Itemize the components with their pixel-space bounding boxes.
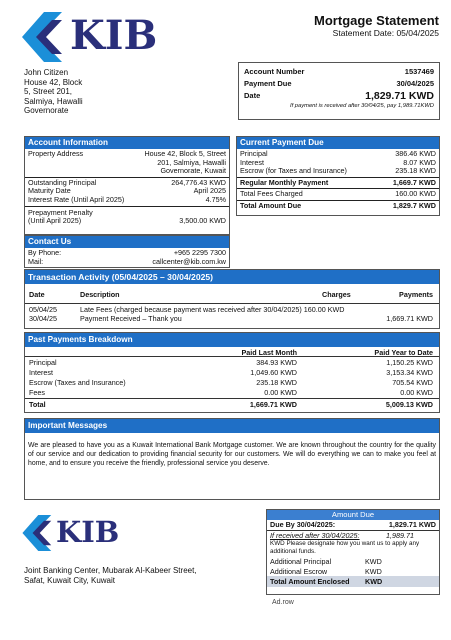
account-value: 1537469 (404, 67, 434, 76)
add-escrow-input[interactable] (407, 567, 437, 575)
cp-interest-value: 8.07 KWD (403, 157, 436, 167)
contact-section (24, 235, 230, 268)
pp-ytd: 1,150.25 KWD (386, 358, 433, 367)
col-payments: Payments (399, 290, 433, 299)
after-label: If received after 30/04/2025: (270, 530, 360, 540)
due-label: Payment Due (244, 79, 292, 88)
late-note: If payment is received after 30/04/25, pay 1,989.71KWD (289, 103, 434, 109)
transactions-title: Transaction Activity (05/04/2025 – 30/04/2025) (25, 270, 439, 284)
row-desc: Late Fees (charged because payment was received after 30/04/2025) 160.00 KWD (80, 305, 345, 314)
cp-escrow-label: Escrow (for Taxes and Insurance) (240, 166, 347, 176)
statement-title: Mortgage Statement (314, 13, 439, 28)
past-payments-section (24, 332, 440, 413)
penalty-label: Prepayment Penalty (28, 207, 93, 217)
table-row (25, 314, 439, 324)
property-line: House 42, Block 5, Street (144, 149, 226, 158)
col-charges: Charges (322, 290, 351, 299)
col-last-month: Paid Last Month (241, 348, 297, 357)
current-payment-section (236, 136, 440, 216)
row-desc: Payment Received – Thank you (80, 314, 182, 323)
kib-wordmark: KIB (56, 515, 120, 549)
col-description: Description (80, 290, 120, 299)
table-row (25, 368, 439, 378)
fees-value: 160.00 KWD (395, 189, 436, 199)
pp-label: Principal (29, 358, 57, 367)
current-payment-title: Current Payment Due (237, 137, 439, 149)
col-date: Date (29, 290, 45, 299)
table-row (25, 358, 439, 368)
add-escrow-unit: KWD (365, 566, 382, 576)
customer-address (24, 68, 83, 116)
cp-principal-label: Principal (240, 149, 268, 158)
bank-address-line: Safat, Kuwait City, Kuwait (24, 575, 115, 585)
phone-label: By Phone: (28, 248, 62, 257)
pp-ytd: 0.00 KWD (400, 388, 433, 397)
due-by-value: 1,829.71 KWD (388, 520, 436, 529)
kib-logo-bottom (22, 515, 122, 551)
row-payment: 1,669.71 KWD (386, 314, 433, 323)
pp-label: Fees (29, 388, 45, 397)
penalty-value: 3,500.00 KWD (179, 216, 226, 226)
due-by-label: Due By 30/04/2025: (270, 520, 336, 529)
pp-label: Total (29, 400, 46, 409)
account-info-title: Account Information (25, 137, 229, 149)
after-value: 1,989.71 (386, 530, 414, 540)
cp-escrow-value: 235.18 KWD (395, 166, 436, 176)
kib-wordmark: KIB (70, 12, 158, 59)
principal-label: Outstanding Principal (28, 177, 97, 187)
messages-title: Important Messages (25, 419, 439, 433)
pp-last: 235.18 KWD (256, 378, 297, 387)
maturity-label: Maturity Date (28, 186, 71, 196)
summary-box (238, 62, 440, 120)
mail-value[interactable]: callcenter@kib.com.kw (152, 256, 226, 266)
add-principal-label: Additional Principal (270, 556, 332, 566)
mail-label: Mail: (28, 256, 44, 266)
total-due-value: 1,829.7 KWD (392, 200, 436, 210)
phone-value[interactable]: +965 2295 7300 (173, 248, 226, 257)
add-principal-unit: KWD (365, 556, 382, 566)
row-date: 05/04/25 (29, 305, 57, 314)
cp-interest-label: Interest (240, 157, 264, 167)
coupon-footer: Ad.row (272, 599, 294, 606)
add-escrow-label: Additional Escrow (270, 566, 328, 576)
property-line: 201, Salmiya, Hawalli (157, 157, 226, 167)
kib-chevron-icon (22, 12, 68, 62)
messages-body: We are pleased to have you as a Kuwait International Bank Mortgage customer. We are known throughout the country for the quality of our service and our dedication to providing financial security for our customers. We will do everything we can to make you feel at home, and to ensure you receive the friendly, professional service you deserve. (28, 442, 436, 467)
customer-line: 5, Street 201, (24, 87, 73, 96)
statement-date: Statement Date: 05/04/2025 (332, 28, 439, 38)
due-value: 30/04/2025 (396, 79, 434, 88)
customer-line: Salmiya, Hawalli (24, 96, 83, 106)
bank-address-line: Joint Banking Center, Mubarak Al-Kabeer Street, (24, 566, 197, 575)
total-enclosed-label: Total Amount Enclosed (270, 576, 350, 586)
rate-value: 4.75% (205, 194, 226, 204)
regular-label: Regular Monthly Payment (240, 177, 329, 187)
pp-last: 1,669.71 KWD (249, 400, 297, 409)
total-enclosed-unit: KWD (365, 576, 383, 586)
property-label: Property Address (28, 149, 84, 158)
fees-label: Total Fees Charged (240, 189, 303, 199)
col-ytd: Paid Year to Date (374, 348, 433, 357)
pp-last: 1,049.60 KWD (250, 368, 297, 377)
principal-value: 264,776.43 KWD (171, 177, 226, 187)
table-row (25, 398, 439, 409)
account-info-section (24, 136, 230, 235)
property-value (144, 150, 226, 176)
messages-section (24, 418, 440, 500)
pp-ytd: 3,153.34 KWD (386, 368, 433, 377)
pp-last: 384.93 KWD (256, 358, 297, 367)
pp-label: Escrow (Taxes and Insurance) (29, 378, 126, 387)
amount-label: Date (244, 91, 261, 100)
bank-address (24, 566, 197, 585)
kib-logo-top (22, 12, 158, 62)
pp-label: Interest (29, 368, 53, 377)
kib-chevron-icon (22, 515, 56, 551)
amount-value: 1,829.71 KWD (365, 90, 434, 102)
transactions-section (24, 269, 440, 329)
add-principal-input[interactable] (407, 557, 437, 565)
table-row (25, 378, 439, 388)
regular-value: 1,669.7 KWD (392, 177, 436, 187)
total-enclosed-input[interactable] (407, 577, 437, 585)
table-row (25, 388, 439, 398)
rate-label: Interest Rate (Until April 2025) (28, 194, 125, 204)
funds-note: KWD Please designate how you want us to apply any additional funds. (270, 539, 420, 555)
cp-principal-value: 386.46 KWD (395, 149, 436, 158)
past-payments-title: Past Payments Breakdown (25, 333, 439, 347)
total-due-label: Total Amount Due (240, 200, 302, 210)
penalty-until: (Until April 2025) (28, 216, 82, 226)
contact-title: Contact Us (25, 236, 229, 248)
amount-due-section (266, 509, 440, 595)
pp-last: 0.00 KWD (264, 388, 297, 397)
pp-ytd: 5,009.13 KWD (385, 400, 433, 409)
property-line: Governorate, Kuwait (160, 166, 226, 176)
customer-line: House 42, Block (24, 77, 83, 87)
pp-ytd: 705.54 KWD (392, 378, 433, 387)
account-label: Account Number (244, 67, 305, 76)
maturity-value: April 2025 (193, 186, 226, 196)
amount-due-title: Amount Due (267, 510, 439, 520)
row-date: 30/04/25 (29, 314, 57, 323)
table-row (25, 304, 439, 314)
customer-line: Governorate (24, 106, 69, 115)
customer-line: John Citizen (24, 68, 69, 77)
